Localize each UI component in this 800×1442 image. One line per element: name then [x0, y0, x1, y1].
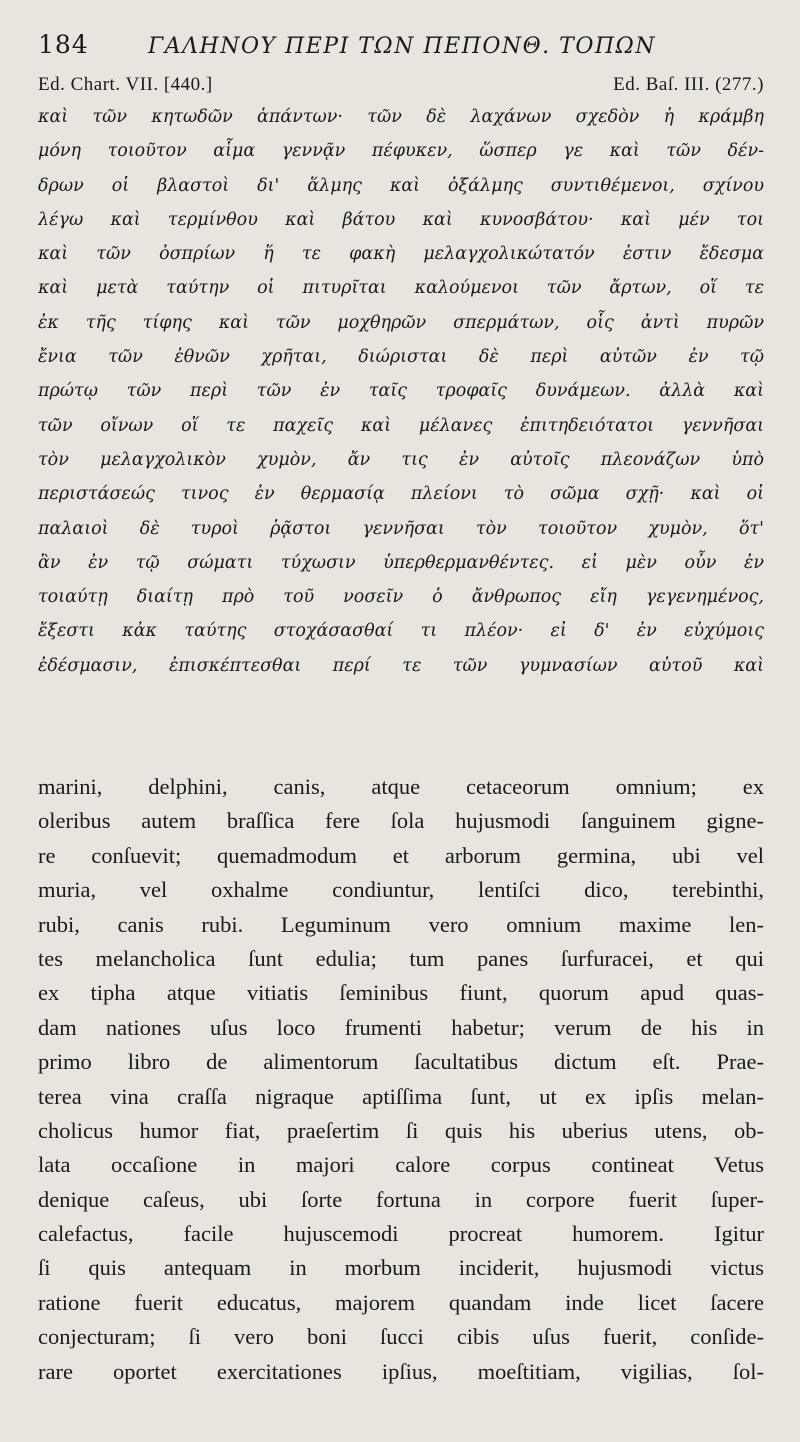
greek-text-line: ἔξεστι κἀκ ταύτης στοχάσασθαί τι πλέον· εἰ δ' ἐν εὐχύμοις [38, 621, 764, 642]
latin-text-line: cholicus humor fiat, praeſertim ſi quis his uberius utens, ob- [38, 1117, 764, 1143]
latin-text-line: tes melancholica ſunt edulia; tum panes ſurfuracei, et qui [38, 945, 764, 971]
greek-text-line: λέγω καὶ τερμίνθου καὶ βάτου καὶ κυνοσβάτου· καὶ μέν τοι [38, 209, 764, 230]
edition-basel: Ed. Baſ. III. (277.) [613, 74, 764, 95]
greek-text-block [38, 100, 764, 683]
latin-text-line: terea vina craſſa nigraque aptiſſima ſunt, ut ex ipſis melan- [38, 1083, 764, 1109]
greek-text-line: ἔνια τῶν ἐθνῶν χρῆται, διώρισται δὲ περὶ αὐτῶν ἐν τῷ [38, 347, 764, 368]
latin-text-line: marini, delphini, canis, atque cetaceorum omnium; ex [38, 774, 764, 799]
latin-text-line: re conſuevit; quemadmodum et arborum germina, ubi vel [38, 842, 764, 868]
greek-text-line: μόνη τοιοῦτον αἷμα γεννᾷν πέφυκεν, ὥσπερ γε καὶ τῶν δέν- [38, 141, 764, 162]
latin-text-line: muria, vel oxhalme condiuntur, lentiſci dico, terebinthi, [38, 877, 764, 903]
latin-text-line: rubi, canis rubi. Leguminum vero omnium maxime len- [38, 911, 764, 937]
page-number: 184 [38, 30, 89, 59]
greek-text-line: δρων οἱ βλαστοὶ δι' ἅλμης καὶ ὀξάλμης συντιθέμενοι, σχίνου [38, 175, 764, 196]
latin-text-block [38, 770, 764, 1389]
greek-text-line: πρώτῳ τῶν περὶ τῶν ἐν ταῖς τροφαῖς δυνάμεων. ἀλλὰ καὶ [38, 381, 764, 402]
greek-text-line: καὶ μετὰ ταύτην οἱ πιτυρῖται καλούμενοι τῶν ἄρτων, οἵ τε [38, 278, 764, 299]
edition-references [38, 74, 764, 96]
latin-text-line: ratione fuerit educatus, majorem quandam inde licet ſacere [38, 1289, 764, 1315]
greek-text-line: τῶν οἴνων οἵ τε παχεῖς καὶ μέλανες ἐπιτηδειότατοι γεννῆσαι [38, 415, 764, 436]
latin-text-line: rare oportet exercitationes ipſius, moeſtitiam, vigilias, ſol- [38, 1358, 764, 1384]
edition-chartier: Ed. Chart. VII. [440.] [38, 74, 213, 95]
greek-text-line: καὶ τῶν κητωδῶν ἁπάντων· τῶν δὲ λαχάνων σχεδὸν ἡ κράμβη [38, 107, 764, 127]
latin-text-line: primo libro de alimentorum ſacultatibus dictum eſt. Prae- [38, 1049, 764, 1075]
latin-text-line: calefactus, facile hujuscemodi procreat humorem. Igitur [38, 1221, 764, 1247]
greek-text-line: τὸν μελαγχολικὸν χυμὸν, ἄν τις ἐν αὐτοῖς πλεονάζων ὑπὸ [38, 449, 764, 470]
running-title: ΓΑΛΗΝΟΥ ΠΕΡΙ ΤΩΝ ΠΕΠΟΝΘ. ΤΟΠΩΝ [148, 34, 657, 59]
running-head [38, 30, 764, 66]
latin-text-line: lata occaſione in majori calore corpus contineat Vetus [38, 1152, 764, 1178]
latin-text-line: dam nationes uſus loco frumenti habetur; verum de his in [38, 1014, 764, 1040]
greek-text-line: παλαιοὶ δὲ τυροὶ ῥᾷστοι γεννῆσαι τὸν τοιοῦτον χυμὸν, ὅτ' [38, 518, 764, 539]
greek-text-line: ἐκ τῆς τίφης καὶ τῶν μοχθηρῶν σπερμάτων, οἷς ἀντὶ πυρῶν [38, 312, 764, 333]
greek-text-line: περιστάσεώς τινος ἐν θερμασίᾳ πλείονι τὸ σῶμα σχῇ· καὶ οἱ [38, 484, 764, 505]
greek-text-line: ἐδέσμασιν, ἐπισκέπτεσθαι περί τε τῶν γυμνασίων αὐτοῦ καὶ [38, 655, 764, 676]
greek-text-line: τοιαύτῃ διαίτῃ πρὸ τοῦ νοσεῖν ὁ ἄνθρωπος εἴη γεγενημένος, [38, 587, 764, 608]
latin-text-line: oleribus autem braſſica fere ſola hujusmodi ſanguinem gigne- [38, 808, 764, 834]
greek-text-line: ἂν ἐν τῷ σώματι τύχωσιν ὑπερθερμανθέντες. εἰ μὲν οὖν ἐν [38, 552, 764, 573]
latin-text-line: ex tipha atque vitiatis ſeminibus fiunt, quorum apud quas- [38, 980, 764, 1006]
latin-text-line: denique caſeus, ubi ſorte fortuna in corpore fuerit ſuper- [38, 1186, 764, 1212]
latin-text-line: conjecturam; ſi vero boni ſucci cibis uſus fuerit, conſide- [38, 1324, 764, 1350]
latin-text-line: ſi quis antequam in morbum inciderit, hujusmodi victus [38, 1255, 764, 1281]
greek-text-line: καὶ τῶν ὀσπρίων ἥ τε φακὴ μελαγχολικώτατόν ἐστιν ἔδεσμα [38, 244, 764, 265]
